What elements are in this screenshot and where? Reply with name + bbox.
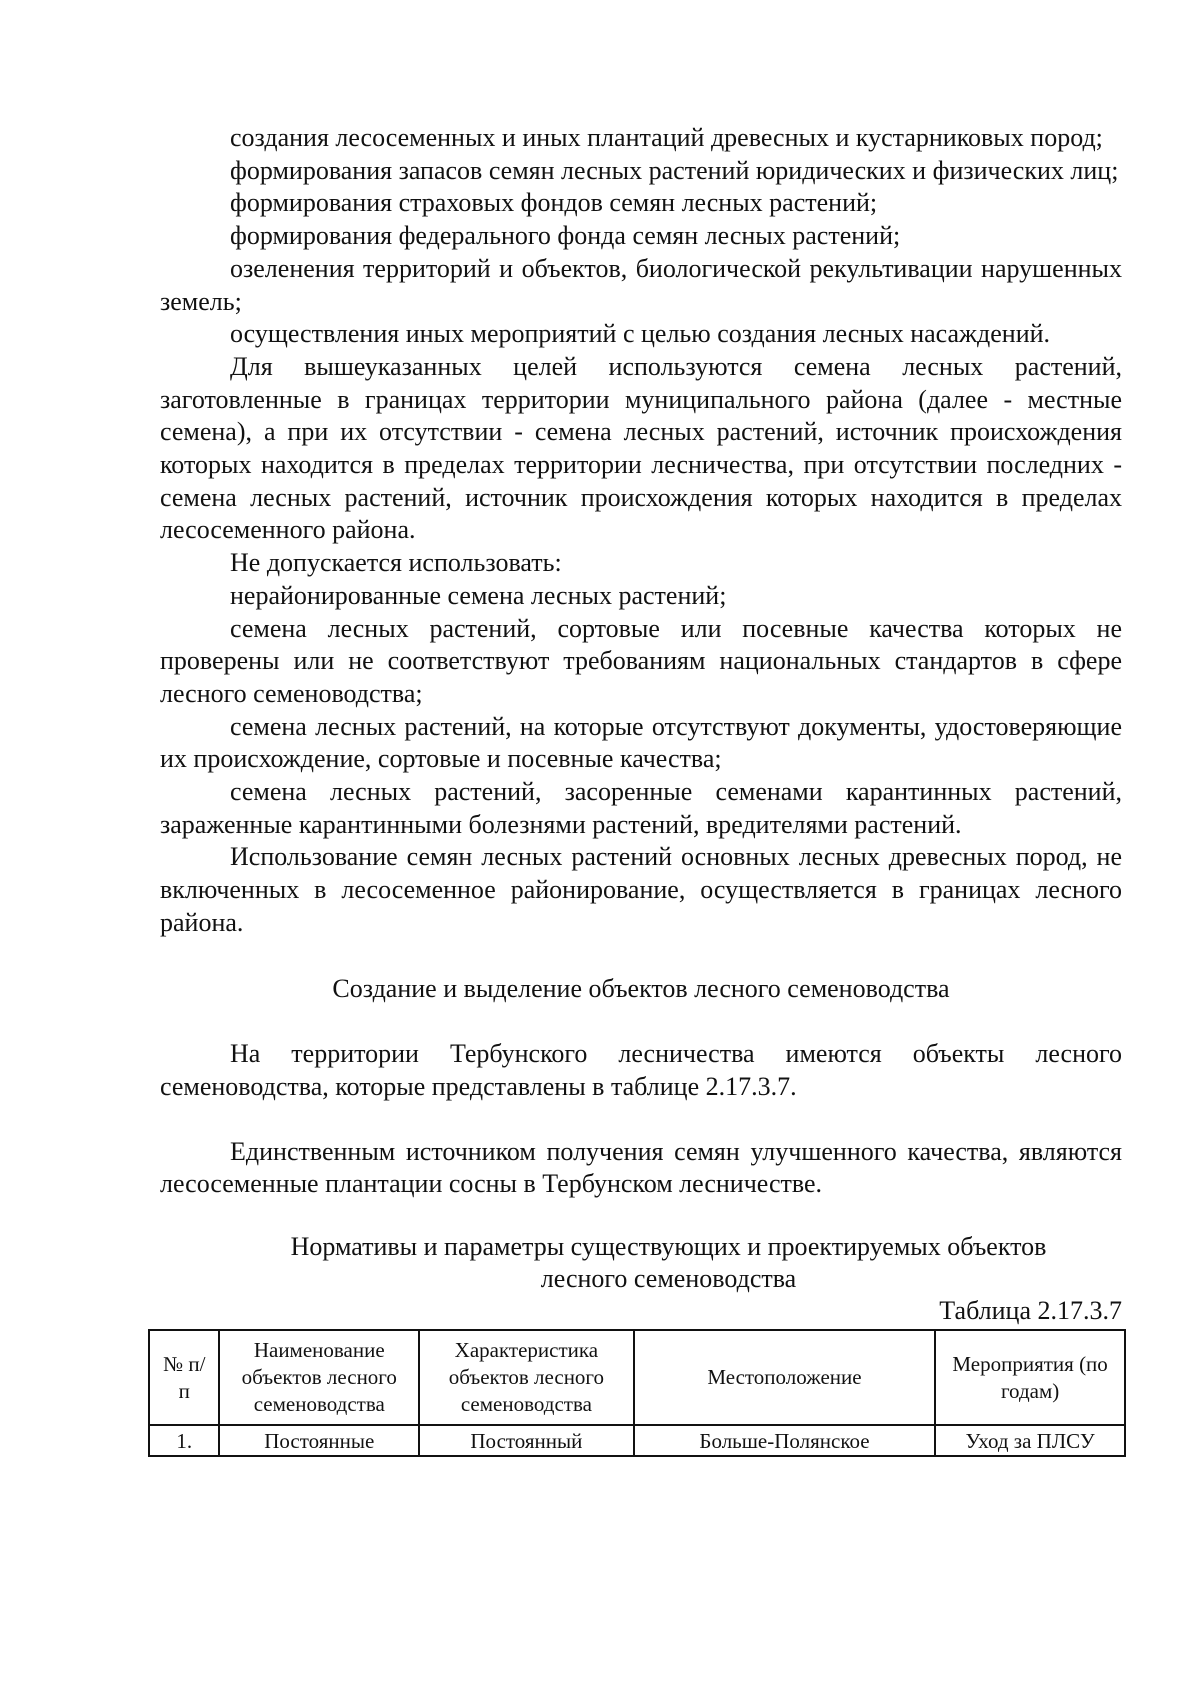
document-page [160, 122, 1122, 1457]
table-number: Таблица 2.17.3.7 [939, 1296, 1122, 1326]
paragraph: формирования федерального фонда семян лесных растений; [230, 221, 901, 251]
table-caption-line1: Нормативы и параметры существующих и проектируемых объектов [290, 1232, 1047, 1262]
cell-characteristic: Постоянный [419, 1425, 634, 1456]
paragraph-objects: На территории Тербунского лесничества имеются объекты лесного семеноводства, которые представлены в таблице 2.17.3.7. [160, 1039, 1122, 1101]
paragraph: формирования страховых фондов семян лесных растений; [230, 188, 878, 218]
header-number: № п/п [149, 1330, 219, 1425]
cell-location: Больше-Полянское [634, 1425, 935, 1456]
paragraph: семена лесных растений, засоренные семенами карантинных растений, зараженные карантинными болезнями растений, вредителями растений. [160, 777, 1122, 839]
paragraphs-top [160, 122, 1122, 940]
paragraph: нерайонированные семена лесных растений; [230, 580, 727, 610]
paragraph-source: Единственным источником получения семян улучшенного качества, являются лесосеменные плантации сосны в Тербунском лесничестве. [160, 1136, 1122, 1199]
paragraph: Для вышеуказанных целей используются семена лесных растений, заготовленные в границах территории муниципального района (далее - местные семена), а при их отсутствии - семена лесных растений, источник происхождения которых находится в пределах территории лесничества, при отсутствии последних - семена лесных растений, источник происхождения которых находится в пределах лесосеменного района. [160, 351, 1122, 545]
section-heading: Создание и выделение объектов лесного семеноводства [332, 973, 950, 1003]
paragraph: создания лесосеменных и иных плантаций древесных и кустарниковых пород; [230, 123, 1103, 152]
header-characteristic: Характеристика объектов лесного семеноводства [419, 1330, 634, 1425]
paragraph: формирования запасов семян лесных растений юридических и физических лиц; [230, 155, 1119, 185]
paragraph: осуществления иных мероприятий с целью создания лесных насаждений. [230, 319, 1051, 349]
paragraph: семена лесных растений, сортовые или посевные качества которых не проверены или не соответствуют требованиям национальных стандартов в сфере лесного семеноводства; [160, 613, 1122, 708]
table-header-row [149, 1330, 1125, 1425]
paragraph: Использование семян лесных растений основных лесных древесных пород, не включенных в лесосеменное районирование, осуществляется в границах лесного района. [160, 842, 1122, 937]
cell-name: Постоянные [219, 1425, 419, 1456]
paragraph: озеленения территорий и объектов, биологической рекультивации нарушенных земель; [160, 253, 1122, 316]
seed-objects-table [148, 1329, 1126, 1457]
cell-number: 1. [149, 1425, 219, 1456]
paragraph: семена лесных растений, на которые отсутствуют документы, удостоверяющие их происхождение, сортовые и посевные качества; [160, 711, 1122, 774]
header-name: Наименование объектов лесного семеноводства [219, 1330, 419, 1425]
cell-activities: Уход за ПЛСУ [935, 1425, 1125, 1456]
header-activities: Мероприятия (по годам) [935, 1330, 1125, 1425]
paragraph: Не допускается использовать: [230, 548, 562, 578]
header-location: Местоположение [634, 1330, 935, 1425]
table-caption-line2: лесного семеноводства [540, 1264, 797, 1294]
table-row [149, 1425, 1125, 1456]
